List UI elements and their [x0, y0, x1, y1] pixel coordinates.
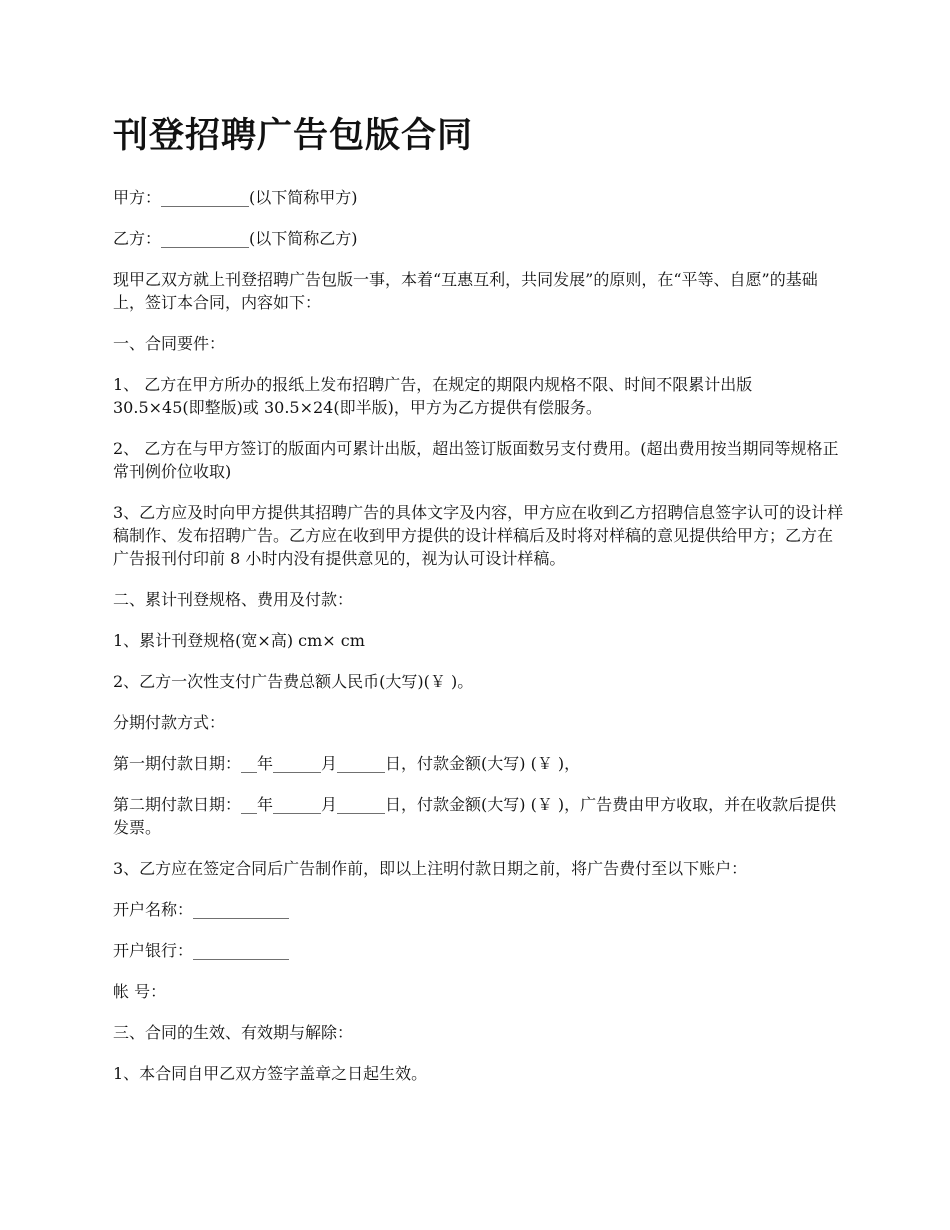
- party-b-line: 乙方：___________(以下简称乙方): [113, 229, 358, 248]
- account-bank-line: 开户银行：____________: [113, 941, 290, 960]
- clause-1-2: 2、 乙方在与甲方签订的版面内可累计出版，超出签订版面数另支付费用。(超出费用按当期同等规格正常刊例价位收取): [113, 439, 839, 481]
- clause-1-3: 3、乙方应及时向甲方提供其招聘广告的具体文字及内容，甲方应在收到乙方招聘信息签字认可的设计样稿制作、发布招聘广告。乙方应在收到甲方提供的设计样稿后及时将对样稿的意见提供给甲方；乙方在广告报刊付印前 8 小时内没有提供意见的，视为认可设计样稿。: [113, 503, 844, 568]
- preamble-paragraph: 现甲乙双方就上刊登招聘广告包版一事，本着“互惠互利，共同发展”的原则，在“平等、自愿”的基础上，签订本合同，内容如下：: [113, 270, 818, 312]
- clause-1-1: 1、 乙方在甲方所办的报纸上发布招聘广告，在规定的期限内规格不限、时间不限累计出版 30.5×45(即整版)或 30.5×24(即半版)，甲方为乙方提供有偿服务。: [113, 375, 753, 417]
- section-2-heading: 二、累计刊登规格、费用及付款：: [113, 590, 354, 609]
- document-page: [113, 112, 848, 1103]
- installment-2: 第二期付款日期：__年______月______日，付款金额(大写) (￥ )，广告费由甲方收取，并在收款后提供发票。: [113, 795, 837, 837]
- clause-3-1: 1、本合同自甲乙双方签字盖章之日起生效。: [113, 1064, 428, 1083]
- clause-2-2: 2、乙方一次性支付广告费总额人民币(大写)(￥ )。: [113, 672, 474, 691]
- installment-heading: 分期付款方式：: [113, 713, 226, 732]
- party-a-line: 甲方：___________(以下简称甲方): [113, 188, 358, 207]
- section-3-heading: 三、合同的生效、有效期与解除：: [113, 1023, 354, 1042]
- installment-1: 第一期付款日期：__年______月______日，付款金额(大写) (￥ )，: [113, 754, 581, 773]
- account-name-line: 开户名称：____________: [113, 900, 290, 919]
- clause-2-1: 1、累计刊登规格(宽×高) cm× cm: [113, 631, 365, 650]
- account-number-line: 帐 号：: [113, 982, 167, 1001]
- section-1-heading: 一、合同要件：: [113, 334, 226, 353]
- clause-2-3: 3、乙方应在签定合同后广告制作前，即以上注明付款日期之前，将广告费付至以下账户：: [113, 859, 748, 878]
- document-title: 刊登招聘广告包版合同: [113, 116, 474, 156]
